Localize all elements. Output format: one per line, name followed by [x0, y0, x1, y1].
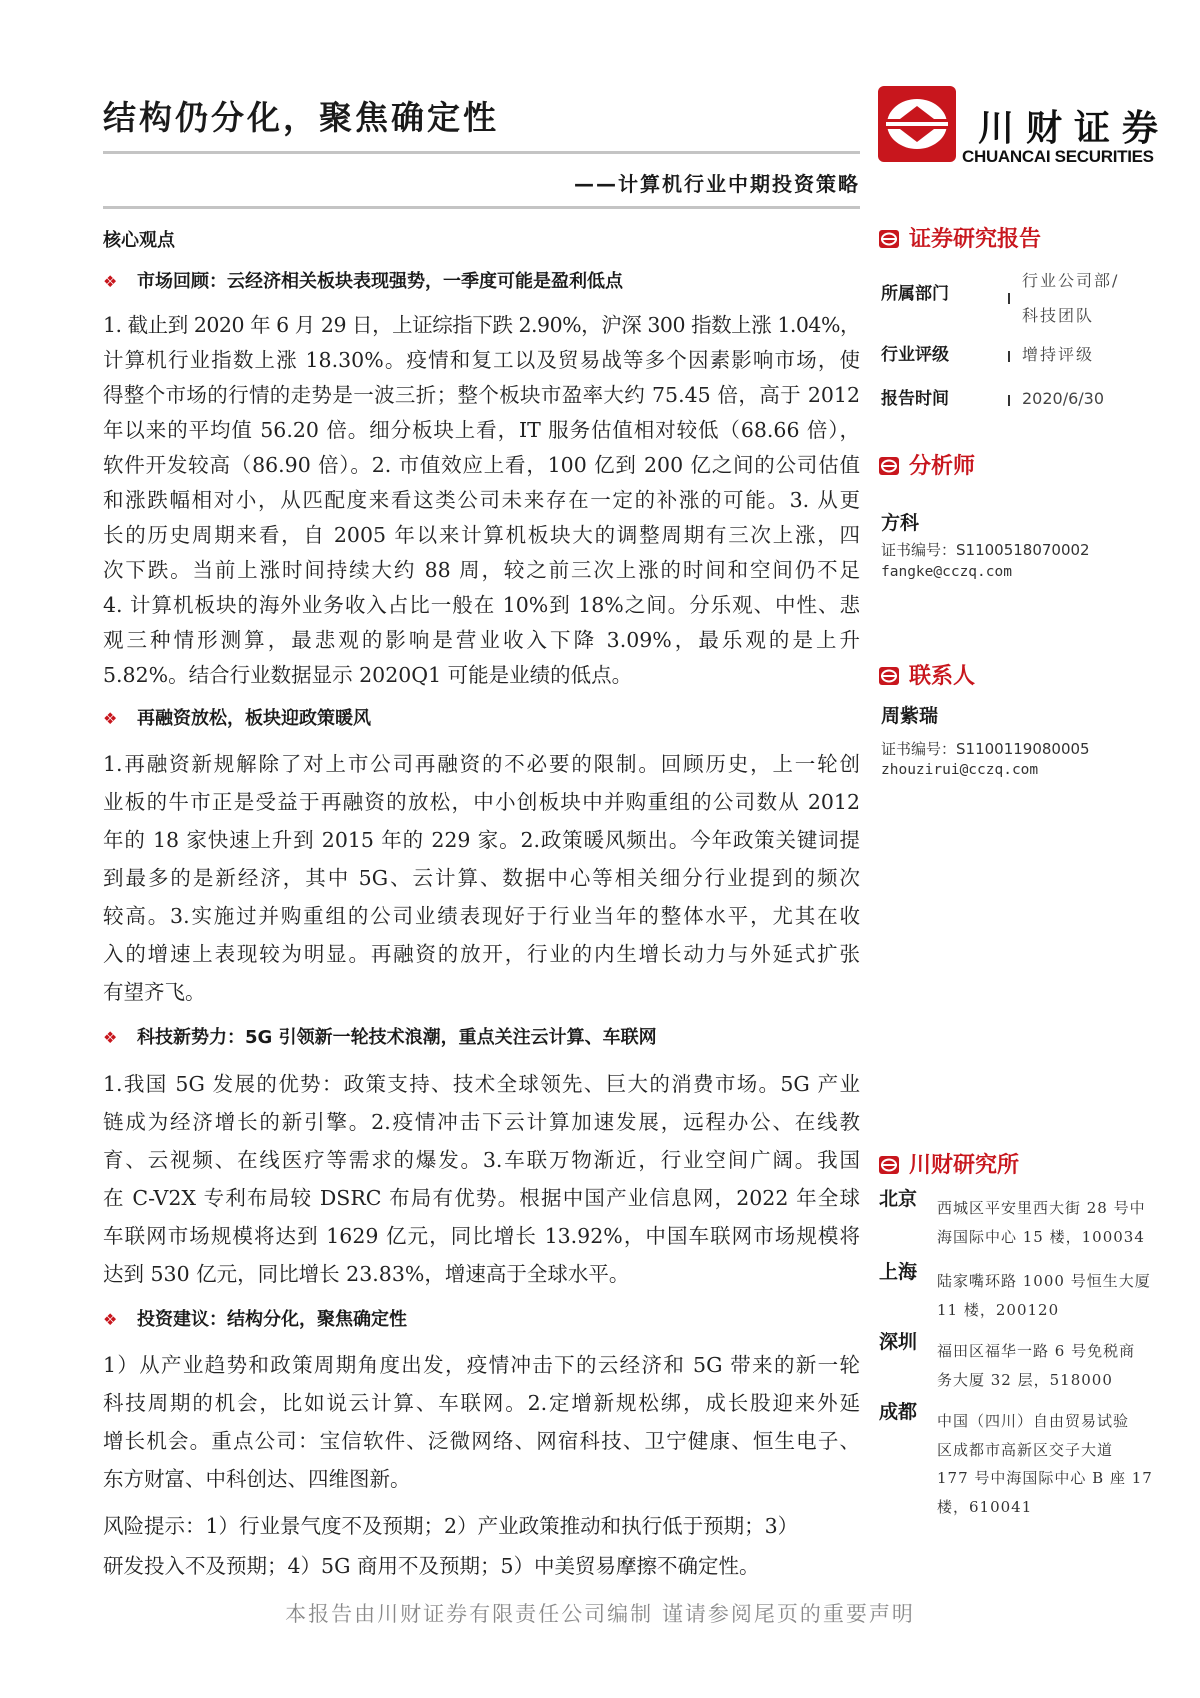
investment-line: 增长机会。重点公司：宝信软件、泛微网络、网宿科技、卫宁健康、恒生电子、: [103, 1429, 860, 1453]
tech-line: 链成为经济增长的新引擎。2.疫情冲击下云计算加速发展，远程办公、在线教: [103, 1110, 860, 1134]
analyst-heading: [879, 452, 975, 480]
diamond-bullet-icon: ❖: [103, 272, 118, 291]
office-address-line: 西城区平安里西大街 28 号中: [937, 1199, 1146, 1217]
office-address-line: 区成都市高新区交子大道: [937, 1440, 1114, 1459]
report-type-text: 证券研究报告: [909, 226, 1042, 252]
rating-label: 行业评级: [881, 345, 949, 365]
section-heading-text: 再融资放松，板块迎政策暖风: [137, 708, 371, 729]
dept-value: 行业公司部/: [1022, 271, 1120, 290]
tech-line: 在 C-V2X 专利布局较 DSRC 布局有优势。根据中国产业信息网，2022 年全球: [103, 1186, 860, 1210]
separator: [1008, 351, 1010, 362]
separator: [1008, 293, 1010, 304]
office-address-line: 海国际中心 15 楼，100034: [937, 1227, 1145, 1246]
tech-line: 1.我国 5G 发展的优势：政策支持、技术全球领先、巨大的消费市场。5G 产业: [103, 1072, 860, 1096]
market-review-line: 观三种情形测算，最悲观的影响是营业收入下降 3.09%，最乐观的是上升: [103, 628, 860, 652]
contact-email[interactable]: zhouzirui@cczq.com: [881, 762, 1039, 778]
core-views-label: 核心观点: [103, 230, 175, 251]
report-type-heading: [879, 225, 1041, 253]
report-title: 结构仍分化，聚焦确定性: [103, 98, 499, 137]
refinancing-line: 年的 18 家快速上升到 2015 年的 229 家。2.政策暖风频出。今年政策关键词提: [103, 828, 860, 852]
diamond-bullet-icon: ❖: [103, 1028, 118, 1047]
office-city: 深圳: [879, 1331, 918, 1353]
investment-line: 科技周期的机会，比如说云计算、车联网。2.定增新规松绑，成长股迎来外延: [103, 1391, 860, 1415]
contact-heading-text: 联系人: [909, 663, 976, 689]
investment-line: 东方财富、中科创达、四维图新。: [103, 1467, 411, 1491]
report-subtitle: ——计算机行业中期投资策略: [574, 172, 860, 196]
investment-line: 1）从产业趋势和政策周期角度出发，疫情冲击下的云经济和 5G 带来的新一轮: [103, 1353, 860, 1377]
office-address-line: 陆家嘴环路 1000 号恒生大厦: [937, 1272, 1151, 1290]
market-review-line: 次下跌。当前上涨时间持续大约 88 周，较之前三次上涨的时间和空间仍不足: [103, 558, 860, 582]
institute-heading: [879, 1151, 1019, 1179]
refinancing-line: 业板的牛市正是受益于再融资的放松，中小创板块中并购重组的公司数从 2012: [103, 790, 860, 814]
section-heading-tech: [103, 1025, 657, 1051]
refinancing-line: 较高。3.实施过并购重组的公司业绩表现好于行业当年的整体水平，尤其在收: [103, 904, 860, 928]
tech-line: 达到 530 亿元，同比增长 23.83%，增速高于全球水平。: [103, 1262, 630, 1286]
dept-value-team: 科技团队: [1022, 306, 1095, 325]
market-review-line: 计算机行业指数上涨 18.30%。疫情和复工以及贸易战等多个因素影响市场，使: [103, 348, 860, 372]
section-heading-text: 投资建议：结构分化，聚焦确定性: [137, 1309, 407, 1330]
section-heading-refinancing: [103, 706, 371, 732]
refinancing-line: 1.再融资新规解除了对上市公司再融资的不必要的限制。回顾历史，上一轮创: [103, 752, 860, 776]
risk-line: 风险提示：1）行业景气度不及预期；2）产业政策推动和执行低于预期；3）: [103, 1514, 799, 1538]
divider: [103, 206, 860, 209]
logo-mark-icon: [879, 1156, 899, 1174]
refinancing-line: 有望齐飞。: [103, 980, 206, 1004]
tech-line: 育、云视频、在线医疗等需求的爆发。3.车联万物渐近，行业空间广阔。我国: [103, 1148, 860, 1172]
dept-label: 所属部门: [881, 284, 949, 304]
market-review-line: 得整个市场的行情的走势是一波三折；整个板块市盈率大约 75.45 倍，高于 2012: [103, 383, 860, 407]
brand-name-en: CHUANCAI SECURITIES: [962, 147, 1154, 166]
contact-heading: [879, 662, 975, 690]
section-heading-market-review: [103, 269, 623, 295]
contact-name: 周紫瑞: [881, 705, 939, 727]
logo-mark-icon: [879, 230, 899, 248]
office-address-line: 中国（四川）自由贸易试验: [937, 1412, 1130, 1430]
market-review-line: 年以来的平均值 56.20 倍。细分板块上看，IT 服务估值相对较低（68.66 倍），: [103, 418, 860, 442]
analyst-heading-text: 分析师: [909, 453, 976, 479]
footer-disclaimer: 本报告由川财证券有限责任公司编制 谨请参阅尾页的重要声明: [285, 1602, 915, 1626]
logo-mark-icon: [879, 667, 899, 685]
contact-cert: 证书编号：S1100119080005: [881, 740, 1090, 758]
market-review-line: 5.82%。结合行业数据显示 2020Q1 可能是业绩的低点。: [103, 663, 633, 687]
office-city: 北京: [879, 1188, 918, 1210]
date-label: 报告时间: [881, 389, 949, 409]
office-address-line: 福田区福华一路 6 号免税商: [937, 1342, 1136, 1360]
analyst-name: 方科: [881, 512, 920, 534]
analyst-email[interactable]: fangke@cczq.com: [881, 564, 1012, 580]
brand-name-cn: 川财证券: [978, 108, 1171, 149]
section-heading-investment: [103, 1307, 407, 1333]
analyst-cert: 证书编号：S1100518070002: [881, 541, 1090, 559]
rating-value: 增持评级: [1022, 345, 1095, 364]
refinancing-line: 到最多的是新经济，其中 5G、云计算、数据中心等相关细分行业提到的频次: [103, 866, 860, 890]
market-review-line: 软件开发较高（86.90 倍）。2. 市值效应上看，100 亿到 200 亿之间的公司估值: [103, 453, 860, 477]
market-review-line: 长的历史周期来看，自 2005 年以来计算机板块大的调整周期有三次上涨，四: [103, 523, 860, 547]
date-value: 2020/6/30: [1022, 389, 1105, 408]
office-address-line: 务大厦 32 层，518000: [937, 1370, 1113, 1389]
office-address-line: 楼，610041: [937, 1497, 1033, 1516]
refinancing-line: 入的增速上表现较为明显。再融资的放开，行业的内生增长动力与外延式扩张: [103, 942, 860, 966]
separator: [1008, 395, 1010, 406]
logo-mark-icon: [879, 457, 899, 475]
section-heading-text: 科技新势力：5G 引领新一轮技术浪潮，重点关注云计算、车联网: [137, 1027, 657, 1048]
market-review-line: 和涨跌幅相对小，从匹配度来看这类公司未来存在一定的补涨的可能。3. 从更: [103, 488, 860, 512]
institute-heading-text: 川财研究所: [909, 1152, 1020, 1178]
tech-line: 车联网市场规模将达到 1629 亿元，同比增长 13.92%，中国车联网市场规模将: [103, 1224, 860, 1248]
risk-line: 研发投入不及预期；4）5G 商用不及预期；5）中美贸易摩擦不确定性。: [103, 1554, 760, 1578]
diamond-bullet-icon: ❖: [103, 709, 118, 728]
diamond-bullet-icon: ❖: [103, 1310, 118, 1329]
office-city: 上海: [879, 1261, 918, 1283]
market-review-line: 4. 计算机板块的海外业务收入占比一般在 10%到 18%之间。分乐观、中性、悲: [103, 593, 860, 617]
section-heading-text: 市场回顾：云经济相关板块表现强势，一季度可能是盈利低点: [137, 271, 623, 292]
office-city: 成都: [879, 1401, 918, 1423]
office-address-line: 11 楼，200120: [937, 1300, 1060, 1319]
office-address-line: 177 号中海国际中心 B 座 17: [937, 1469, 1153, 1487]
divider: [103, 151, 860, 154]
chuancai-logo-icon: [878, 86, 956, 162]
market-review-line: 1. 截止到 2020 年 6 月 29 日，上证综指下跌 2.90%，沪深 300 指数上涨 1.04%，: [103, 313, 860, 337]
